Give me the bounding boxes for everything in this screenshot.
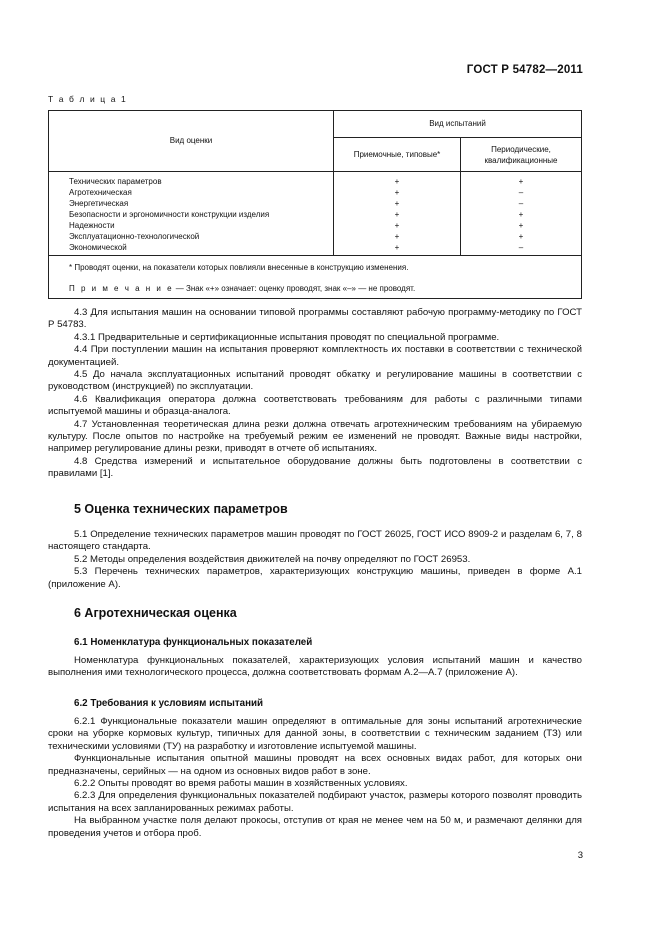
paragraph: 5.2 Методы определения воздействия движителей на почву определяют по ГОСТ 26953. [74, 553, 471, 565]
row-name: Энергетическая [69, 199, 129, 208]
standard-number: ГОСТ Р 54782—2011 [466, 64, 583, 76]
row-name: Технических параметров [69, 177, 162, 186]
rows-periodic [461, 172, 582, 256]
section-5-text [48, 529, 582, 591]
row-periodic-mark: + [518, 210, 524, 219]
header-kind: Вид оценки [49, 111, 334, 172]
paragraph: 6.2.1 Функциональные показатели машин определяют в оптимальные для зоны испытаний агротехнические сроки на уборке кормовых культур, типичных для данной зоны, в соответствии с техническим заданием (ТЗ) или техническими условиями (ТУ) на разработку и изготовление испытуемой машины. [48, 716, 582, 752]
page-number: 3 [577, 850, 583, 861]
row-acceptance-mark: + [394, 232, 400, 241]
row-periodic-mark: + [518, 177, 524, 186]
row-acceptance-mark: + [394, 177, 400, 186]
table-note [69, 283, 581, 294]
table-footer [49, 256, 582, 299]
row-periodic-mark: – [518, 243, 524, 252]
paragraph: 6.2.2 Опыты проводят во время работы машин в хозяйственных условиях. [74, 778, 408, 790]
subsection-6-1-title: 6.1 Номенклатура функциональных показателей [74, 637, 313, 648]
row-acceptance-mark: + [394, 199, 400, 208]
row-name: Безопасности и эргономичности конструкции изделия [69, 210, 270, 219]
row-periodic-mark: – [518, 188, 524, 197]
paragraph: 4.6 Квалификация оператора должна соответствовать требованиям для работы с различными типами испытуемой машины и образца-аналога. [48, 393, 582, 418]
header-periodic-line1: Периодические, [491, 144, 551, 154]
note-text: — Знак «+» означает: оценку проводят, знак «–» — не проводят. [173, 284, 416, 293]
paragraph: 4.4 При поступлении машин на испытания проверяют комплектность их поставки в соответствии с технической документацией. [48, 344, 582, 368]
subsection-6-2-title: 6.2 Требования к условиям испытаний [74, 698, 264, 709]
note-label: П р и м е ч а н и е [69, 284, 174, 293]
row-acceptance-mark: + [394, 188, 400, 197]
subsection-6-2-text [48, 716, 582, 840]
row-name: Эксплуатационно-технологической [69, 232, 200, 241]
row-acceptance-mark: + [394, 243, 400, 252]
rows-acceptance [334, 172, 461, 256]
row-name: Надежности [69, 221, 115, 230]
paragraph: На выбранном участке поля делают прокосы, отступив от края не менее чем на 50 м, и размечают делянки для проведения учетов и отбора проб. [48, 815, 582, 839]
header-acceptance: Приемочные, типовые* [334, 138, 461, 172]
header-periodic-line2: квалификационные [484, 155, 558, 165]
paragraph: 6.2.3 Для определения функциональных показателей подбирают участок, размеры которого позволят проводить испытания на всех запланированных режимах работы. [48, 790, 582, 814]
paragraph: Функциональные испытания опытной машины проводят на всех основных видах работ, для которых они предназначены, серийных — на одном из основных видов работ в зоне. [48, 753, 582, 777]
section-6-title: 6 Агротехническая оценка [74, 606, 237, 620]
paragraph: Номенклатура функциональных показателей, характеризующих условия испытаний машин и качество выполнения ими технологического процесса, должна соответствовать формам А.2—А.7 (приложение А). [48, 655, 582, 679]
paragraph: 4.7 Установленная теоретическая длина резки должна отвечать агротехническим требованиям на убираемую культуру. После опытов по настройке на требуемый режим ее изменений не проводят. Важные виды настройки, например регулирование длины резки, приводят в отчете об испытаниях. [48, 418, 582, 455]
subsection-6-1-text [48, 655, 582, 680]
paragraph: 4.3 Для испытания машин на основании типовой программы составляют рабочую программу-методику по ГОСТ Р 54783. [48, 307, 582, 331]
rows-names [49, 172, 334, 256]
table-1 [48, 110, 582, 299]
row-acceptance-mark: + [394, 221, 400, 230]
section-5-title: 5 Оценка технических параметров [74, 502, 288, 516]
header-periodic [461, 138, 582, 172]
paragraph: 5.3 Перечень технических параметров, характеризующих конструкцию машины, приведен в форме А.1 (приложение А). [48, 566, 582, 590]
clause-4-text [48, 307, 582, 481]
row-acceptance-mark: + [394, 210, 400, 219]
header-tests: Вид испытаний [334, 111, 582, 138]
paragraph: 4.8 Средства измерений и испытательное оборудование должны быть подготовлены в соответствии с правилами [1]. [48, 455, 582, 480]
row-periodic-mark: + [518, 232, 524, 241]
paragraph: 4.3.1 Предварительные и сертификационные испытания проводят по специальной программе. [74, 331, 500, 343]
row-periodic-mark: – [518, 199, 524, 208]
row-periodic-mark: + [518, 221, 524, 230]
row-name: Агротехническая [69, 188, 132, 197]
row-name: Экономической [69, 243, 127, 252]
table-caption: Т а б л и ц а 1 [48, 94, 128, 104]
table-footnote: * Проводят оценки, на показатели которых повлияли внесенные в конструкцию изменения. [69, 263, 409, 272]
paragraph: 5.1 Определение технических параметров машин проводят по ГОСТ 26025, ГОСТ ИСО 8909-2 и разделам 6, 7, 8 настоящего стандарта. [48, 529, 582, 553]
paragraph: 4.5 До начала эксплуатационных испытаний проводят обкатку и регулирование машины в соответствии с руководством (инструкцией) по эксплуатации. [48, 369, 582, 393]
